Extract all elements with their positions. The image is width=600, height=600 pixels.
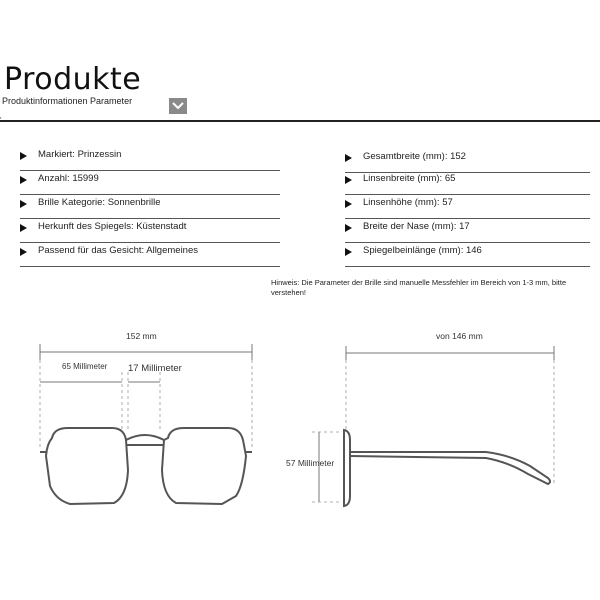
spec-text: Gesamtbreite (mm): 152 <box>363 151 466 162</box>
spec-text: Linsenbreite (mm): 65 <box>363 173 456 184</box>
spec-text: Breite der Nase (mm): 17 <box>363 221 470 232</box>
header-tick: ' <box>0 116 2 125</box>
spec-text: Linsenhöhe (mm): 57 <box>363 197 453 208</box>
page-subtitle: Produktinformationen Parameter <box>2 96 133 106</box>
spec-text: Herkunft des Spiegels: Küstenstadt <box>38 221 187 232</box>
spec-text: Brille Kategorie: Sonnenbrille <box>38 197 161 208</box>
glasses-front-view <box>40 428 252 504</box>
page-title: Produkte <box>4 62 142 97</box>
spec-text: Anzahl: 15999 <box>38 173 99 184</box>
spec-text: Markiert: Prinzessin <box>38 149 122 160</box>
bridge-width-label: 17 Millimeter <box>128 363 182 374</box>
measurement-note: Hinweis: Die Parameter der Brille sind manuelle Messfehler im Bereich von 1-3 mm, bitte verstehen! <box>271 278 567 297</box>
total-width-label: 152 mm <box>126 331 157 341</box>
spec-text: Spiegelbeinlänge (mm): 146 <box>363 245 482 256</box>
temple-length-label: von 146 mm <box>436 331 483 341</box>
lens-width-label: 65 Millimeter <box>62 362 108 371</box>
glasses-side-view <box>344 430 550 506</box>
spec-text: Passend für das Gesicht: Allgemeines <box>38 245 199 256</box>
lens-height-label: 57 Millimeter <box>286 458 335 468</box>
